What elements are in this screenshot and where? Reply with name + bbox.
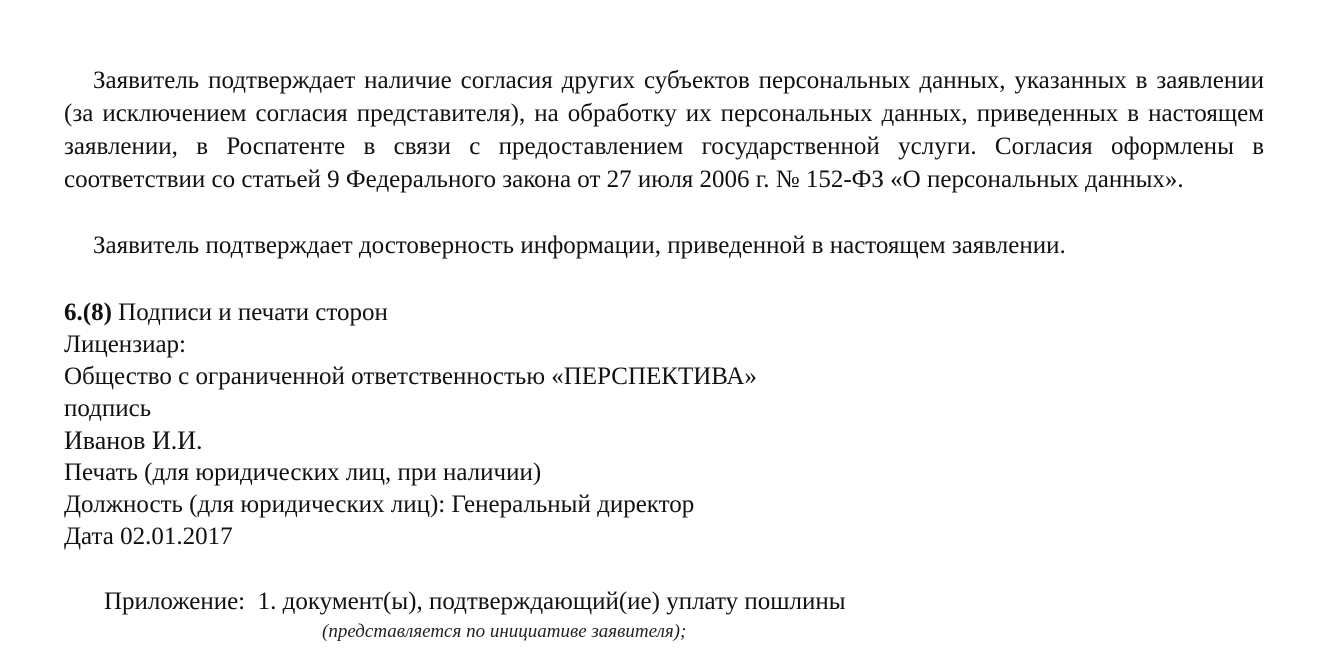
stamp-label: Печать (для юридических лиц, при наличии) [64, 459, 542, 486]
signatures-section [64, 297, 757, 553]
date-line: Дата 02.01.2017 [64, 523, 233, 550]
attachment-line [104, 586, 846, 618]
attachment-label: Приложение: [104, 588, 246, 615]
section-title: Подписи и печати сторон [111, 299, 388, 326]
attachment-note: (представляется по инициативе заявителя); [322, 621, 687, 642]
position-line: Должность (для юридических лиц): Генеральный директор [64, 491, 695, 518]
consent-paragraph: Заявитель подтверждает наличие согласия других субъектов персональных данных, указанных в заявлении (за исключением согласия представителя), на обработку их персональных данных, приведенных в настоящем заявлении, в Роспатенте в связи с предоставлением государственной услуги. Согласия оформлены в соответствии со статьей 9 Федерального закона от 27 июля 2006 г. № 152-ФЗ «О персональных данных». [64, 67, 1264, 193]
attachment-item: 1. документ(ы), подтверждающий(ие) уплату пошлины [257, 588, 846, 615]
organization-name: Общество с ограниченной ответственностью «ПЕРСПЕКТИВА» [64, 363, 757, 390]
accuracy-paragraph: Заявитель подтверждает достоверность информации, приведенной в настоящем заявлении. [93, 232, 1066, 259]
section-number: 6.(8) [64, 299, 112, 326]
section-heading [64, 297, 757, 329]
signature-label: подпись [64, 395, 152, 422]
signer-name: Иванов И.И. [64, 426, 203, 455]
licensor-label: Лицензиар: [64, 331, 186, 358]
